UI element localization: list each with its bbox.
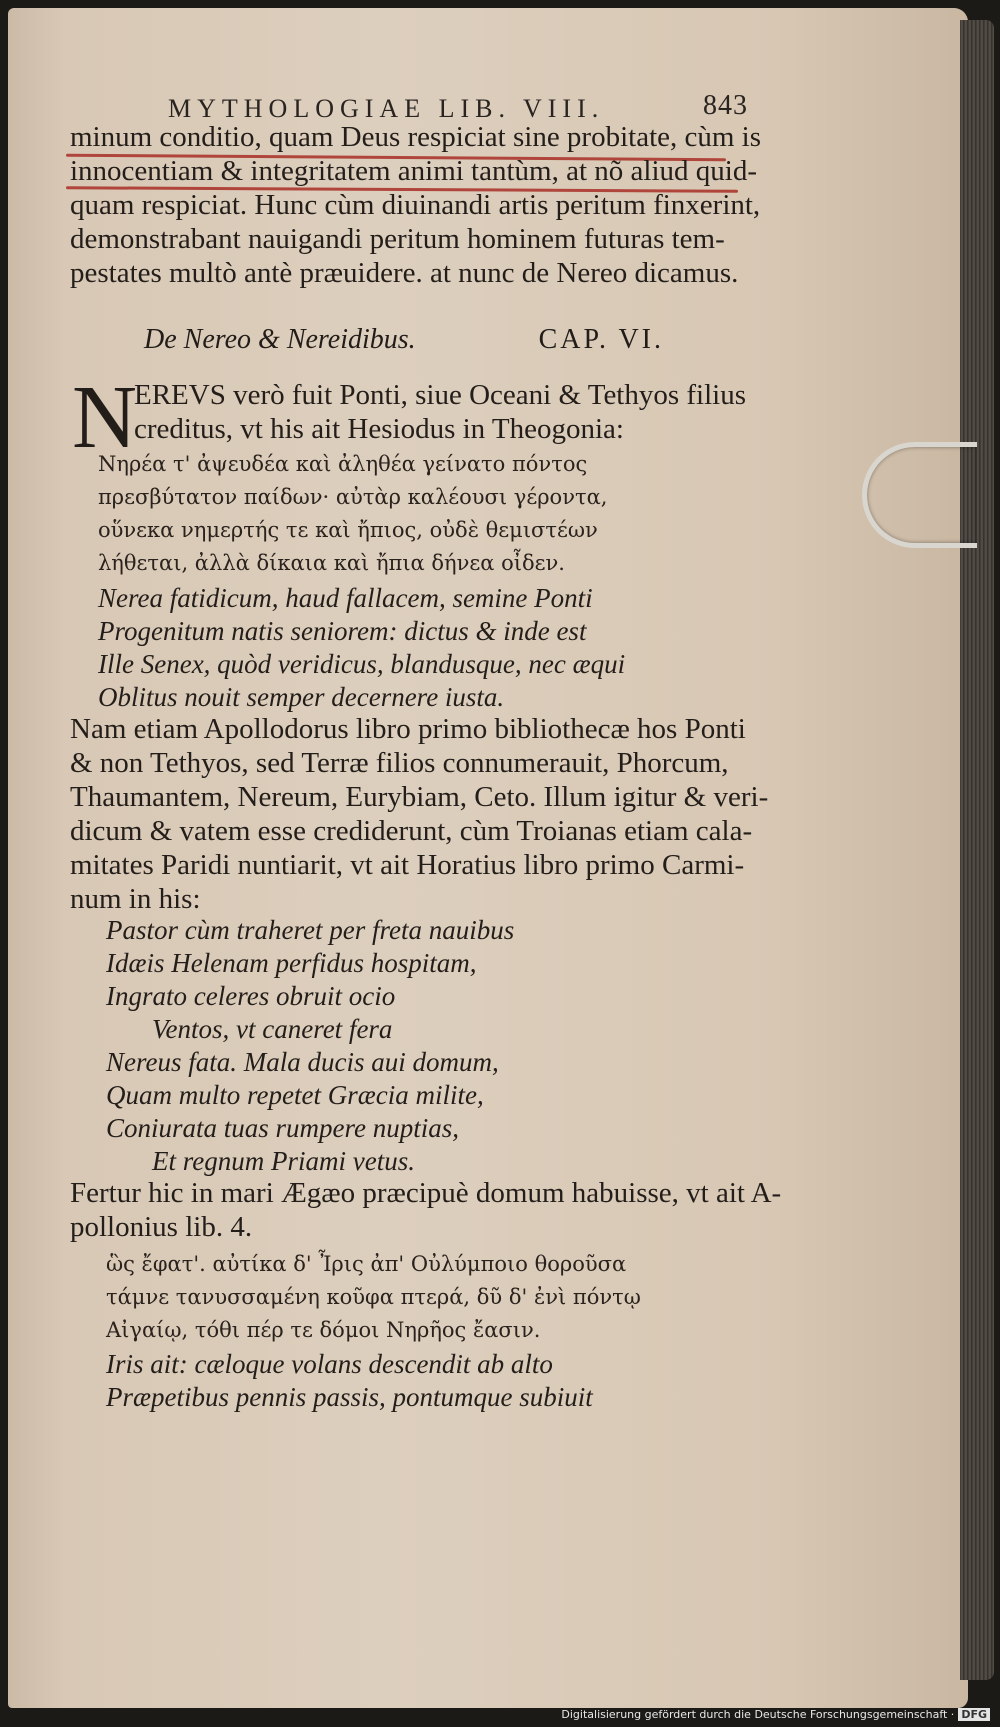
intro-paragraph — [134, 378, 754, 446]
verse-line: Ingrato celeres obruit ocio — [106, 981, 396, 1011]
chapter-title: De Nereo & Nereidibus. — [144, 324, 416, 355]
verse-line: Ventos, vt caneret fera — [152, 1014, 393, 1044]
greek-line: τάμνε τανυσσαμένη κοῦφα πτερά, δῦ δ' ἐνὶ πόντῳ — [106, 1285, 641, 1309]
paragraph-2 — [70, 712, 769, 916]
verse-line: Nereus fata. Mala ducis aui domum, — [106, 1047, 499, 1077]
text-line: & non Tethyos, sed Terræ filios connumerauit, Phorcum, — [70, 747, 729, 779]
verse-line: Ille Senex, quòd veridicus, blandusque, nec æqui — [98, 649, 626, 679]
text-line: pollonius lib. 4. — [70, 1211, 253, 1243]
text-line: creditus, vt his ait Hesiodus in Theogonia: — [134, 413, 624, 445]
greek-line: πρεσβύτατον παίδων· αὐτὰρ καλέουσι γέροντα, — [98, 485, 608, 509]
book-page-edges — [960, 20, 994, 1680]
digitization-credit — [0, 1708, 990, 1726]
dfg-logo: DFG — [958, 1708, 990, 1721]
text-line: innocentiam & integritatem animi tantùm, at nõ aliud quid- — [70, 155, 757, 187]
verse-line: Idæis Helenam perfidus hospitam, — [106, 948, 477, 978]
verse-line: Progenitum natis seniorem: dictus & inde est — [98, 616, 587, 646]
text-line: Nam etiam Apollodorus libro primo bibliothecæ hos Ponti — [70, 713, 746, 745]
top-paragraph — [70, 120, 762, 290]
chapter-number: CAP. VI. — [538, 324, 664, 355]
text-line: EREVS verò fuit Ponti, siue Oceani & Tethyos filius — [134, 379, 747, 411]
text-line: pestates multò antè præuidere. at nunc de Nereo dicamus. — [70, 257, 739, 289]
greek-line: οὕνεκα νημερτής τε καὶ ἤπιος, οὐδὲ θεμιστέων — [98, 518, 598, 542]
verse-line: Quam multo repetet Græcia milite, — [106, 1080, 484, 1110]
text-line: demonstrabant nauigandi peritum hominem futuras tem- — [70, 223, 725, 255]
verse-line: Et regnum Priami vetus. — [152, 1146, 415, 1176]
paragraph-3 — [70, 1176, 782, 1244]
chapter-heading — [144, 324, 664, 360]
text-line: dicum & vatem esse crediderunt, cùm Troianas etiam cala- — [70, 815, 753, 847]
verse-line: Præpetibus pennis passis, pontumque subiuit — [106, 1382, 593, 1412]
verse-line: Coniurata tuas rumpere nuptias, — [106, 1113, 460, 1143]
greek-line: ὣς ἔφατ'. αὐτίκα δ' Ἶρις ἀπ' Οὐλύμποιο θοροῦσα — [106, 1252, 627, 1276]
verse-line: Oblitus nouit semper decernere iusta. — [98, 682, 505, 712]
greek-line: λήθεται, ἀλλὰ δίκαια καὶ ἤπια δήνεα οἶδεν. — [98, 551, 565, 575]
page-clip — [862, 442, 977, 548]
page-number: 843 — [703, 90, 748, 121]
text-line: quam respiciat. Hunc cùm diuinandi artis peritum finxerint, — [70, 189, 761, 221]
credit-text: Digitalisierung gefördert durch die Deutsche Forschungsgemeinschaft · — [561, 1708, 955, 1721]
drop-cap: N — [72, 368, 137, 467]
verse-line: Nerea fatidicum, haud fallacem, semine Ponti — [98, 583, 593, 613]
greek-line: Νηρέα τ' ἀψευδέα καὶ ἀληθέα γείνατο πόντος — [98, 452, 588, 476]
header-title: MYTHOLOGIAE LIB. VIII. — [168, 94, 605, 123]
text-line: num in his: — [70, 883, 201, 915]
text-line: mitates Paridi nuntiarit, vt ait Horatius libro primo Carmi- — [70, 849, 745, 881]
greek-line: Αἰγαίῳ, τόθι πέρ τε δόμοι Νηρῆος ἔασιν. — [106, 1318, 541, 1342]
text-line: Fertur hic in mari Ægæo præcipuè domum habuisse, vt ait A- — [70, 1177, 782, 1209]
book-page — [8, 8, 968, 1708]
verse-line: Iris ait: cæloque volans descendit ab alto — [106, 1349, 553, 1379]
text-line: minum conditio, quam Deus respiciat sine probitate, cùm is — [70, 121, 762, 153]
text-line: Thaumantem, Nereum, Eurybiam, Ceto. Illum igitur & veri- — [70, 781, 769, 813]
verse-line: Pastor cùm traheret per freta nauibus — [106, 915, 515, 945]
